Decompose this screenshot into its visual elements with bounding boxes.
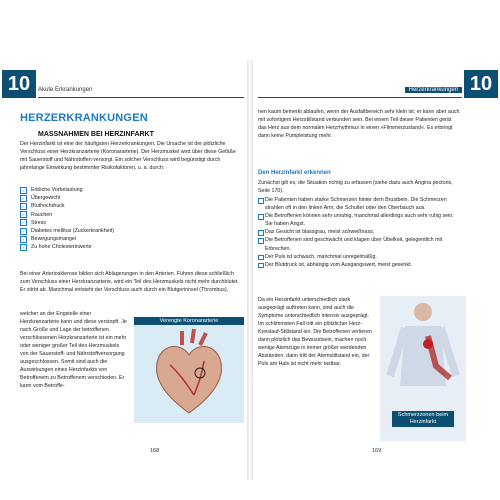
checkbox-icon: ✓	[21, 212, 26, 218]
checkbox-icon: ✓	[21, 204, 26, 209]
heart-illustration-icon	[134, 325, 244, 421]
risk-factor-label: Bewegungsmangel	[31, 236, 77, 243]
intro-paragraph: Der Herzinfarkt ist eine der häufigsten Herzerkrankungen. Die Ursache ist der plötzliche Verschluss einer Herzkranzarterie (Koronararterie). Der Herzmuskel wird über diese Gefäße mit Sauerstoff und Nährstoffen versorgt. Ein solcher Verschluss wird begünstigt durch jahrelange Einwirkung bestimmter Risikofaktoren, u. a. durch:	[20, 141, 236, 171]
chapter-number-left: 10	[2, 70, 36, 98]
chapter-number-right: 10	[464, 70, 498, 98]
subsection-intro: Zunächst gilt es, die Situation richtig zu erfassen (siehe dazu auch Angina pectoris, Seite 170).	[258, 180, 453, 194]
risk-factor-label: Bluthochdruck	[31, 203, 65, 210]
subsection-heading: Den Herzinfarkt erkennen	[258, 170, 331, 176]
page-title: HERZERKRANKUNGEN	[20, 112, 148, 124]
continuation-paragraph: nen kaum bemerkt ablaufen, wenn der Ausfallbereich sehr klein ist; er kann aber auch mit sofortigem Herzstillstand verbunden sein. Bei einem Teil dieser Patienten gerät das Herz aus dem normalen Herzrhythmus in einen »Flimmerzustand«. Es erbringt dann keine Pumpleistung mehr.	[258, 109, 460, 139]
risk-factor-list	[20, 186, 114, 252]
list-item: Die Betroffenen sind geschwächt und klagen über Übelkeit, gelegentlich mit Erbrechen.	[258, 236, 458, 252]
list-item	[20, 202, 114, 210]
book-gutter	[247, 60, 253, 480]
body-paragraph: Bei einer Arteriosklerose bilden sich Ablagerungen in den Arterien. Führen diese schließlich zum Verschluss einer Herzkranzarterie, wird ein Teil des Herzmuskels nicht mehr durchblutet. Er stirbt ab. Manchmal entsteht der Verschluss auch durch ein Blutgerinnsel (Thrombus),	[20, 271, 239, 293]
figure-pain-zones	[380, 296, 466, 441]
checkbox-icon: ✓	[21, 228, 26, 234]
list-item: Der Blutdruck ist, abhängig vom Ausgangswert, meist gesenkt.	[258, 261, 458, 269]
checkbox-icon: ✓	[21, 195, 26, 201]
figure-caption: Schmerzzonen beim Herzinfarkt	[392, 411, 454, 427]
risk-factor-label: Rauchen	[31, 211, 53, 218]
list-item	[20, 235, 114, 243]
risk-factor-label: Zu hohe Cholesterinwerte	[31, 244, 92, 251]
checkbox-icon: ✓	[21, 236, 26, 242]
list-item	[20, 219, 114, 227]
list-item	[20, 211, 114, 219]
list-item	[20, 194, 114, 202]
page-number-right: 169	[372, 448, 382, 454]
risk-factor-label: Diabetes mellitus (Zuckerkrankheit)	[31, 228, 115, 235]
body-paragraph-narrow: welcher an der Engstelle einer Herzkranzarterie kann und diese verstopft. Je nach Größe und Lage der betroffenen verschlossenen Herzkranzarterie ist ein mehr oder weniger großer Teil des Herzmuskels von der Sauerstoff- und Nährstoffversorgung ausgeschlossen. Somit sind auch die Auswirkungen eines Herzinfarkts von Betroffenem zu Betroffenem verschieden. Er kann vom Betroffe-	[20, 311, 127, 389]
section-heading: MASSNAHMEN BEI HERZINFARKT	[38, 131, 154, 138]
list-item: Die Patienten haben starke Schmerzen hinter dem Brustbein. Die Schmerzen strahlen oft in den linken Arm, die Schulter oder den Oberbauch aus.	[258, 196, 458, 212]
risk-factor-label: Stress	[31, 219, 47, 226]
risk-factor-label: Erbliche Vorbelastung	[31, 187, 83, 193]
list-item: Der Puls ist schwach, manchmal unregelmäßig.	[258, 253, 458, 261]
figure-coronary-artery	[134, 317, 244, 423]
list-item	[20, 186, 114, 194]
closing-paragraph: Da ein Herzinfarkt unterschiedlich stark ausgeprägt auftreten kann, sind auch die Symptome unterschiedlich intensiv ausgeprägt. Im schlimmsten Fall tritt ein plötzlicher Herz-Kreislauf-Stillstand ein. Die Betroffenen verlieren dann plötzlich das Bewusstsein, machen noch wenige Atemzüge in immer größer werdenden Abständen, dann tritt der Atemstillstand ein, der Puls am Hals ist nicht mehr tastbar.	[258, 297, 372, 367]
checkbox-icon: ✓	[21, 245, 26, 251]
risk-factor-label: Übergewicht	[31, 195, 61, 202]
checkbox-icon: ✓	[21, 220, 26, 226]
list-item: Die Betroffenen können sehr unruhig, manchmal allerdings auch sehr ruhig sein. Sie haben Angst.	[258, 212, 458, 228]
running-head-right	[258, 87, 462, 98]
list-item	[20, 227, 114, 235]
list-item: Das Gesicht ist blassgrau, meist schweißnass.	[258, 228, 458, 236]
list-item	[20, 243, 114, 251]
symptom-list	[258, 196, 458, 269]
checkbox-icon: ✓	[21, 187, 26, 193]
page-number-left: 168	[150, 448, 160, 454]
figure-caption: Verengte Koronararterie	[134, 317, 244, 325]
running-head-left: Akute Erkrankungen	[38, 87, 244, 98]
running-head-right-label: Herzerkrankungen	[405, 87, 462, 93]
